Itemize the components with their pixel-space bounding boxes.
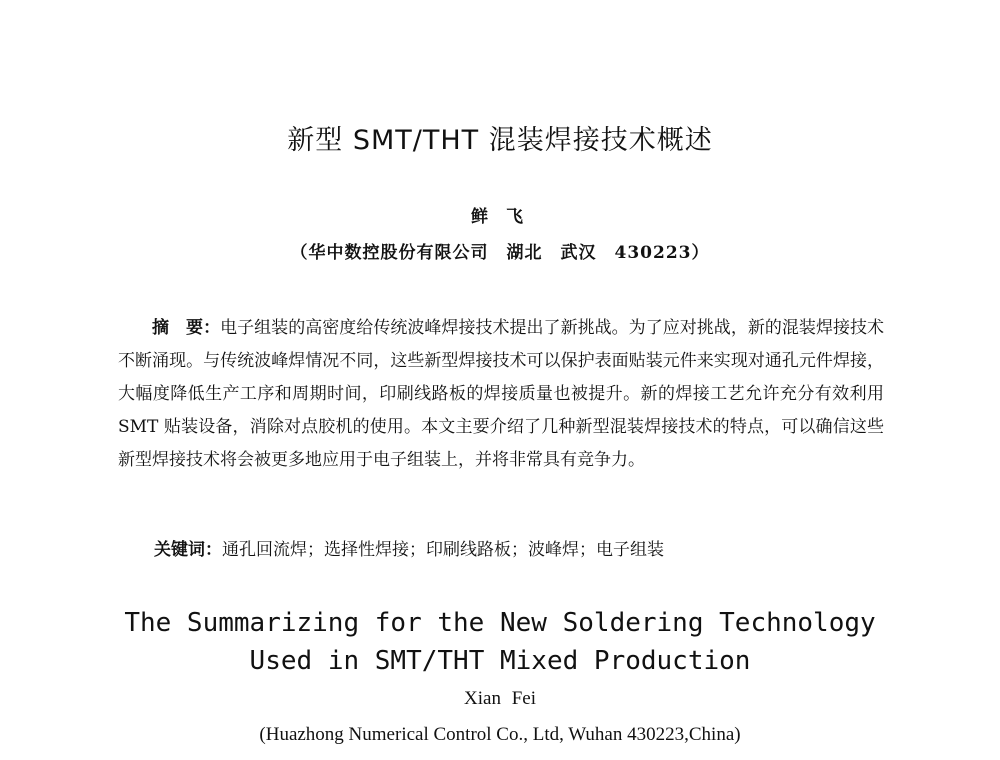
- english-title-line-1: The Summarizing for the New Soldering Technology: [124, 608, 876, 638]
- keywords-text: 通孔回流焊；选择性焊接；印刷线路板；波峰焊；电子组装: [222, 540, 664, 560]
- chinese-author: 鲜 飞: [471, 207, 529, 227]
- keywords-line: [154, 536, 884, 564]
- english-affiliation: (Huazhong Numerical Control Co., Ltd, Wuhan 430223,China): [259, 724, 741, 745]
- english-title: [0, 604, 1000, 680]
- abstract-text: 电子组装的高密度给传统波峰焊接技术提出了新挑战。为了应对挑战，新的混装焊接技术不断涌现。与传统波峰焊情况不同，这些新型焊接技术可以保护表面贴装元件来实现对通孔元件焊接，大幅度降低生产工序和周期时间，印刷线路板的焊接质量也被提升。新的焊接工艺允许充分有效利用 SMT 贴装设备，消除对点胶机的使用。本文主要介绍了几种新型混装焊接技术的特点，可以确信这些新型焊接技术将会被更多地应用于电子组装上，并将非常具有竞争力。: [118, 318, 885, 470]
- abstract-paragraph: [118, 312, 884, 477]
- chinese-affiliation: （华中数控股份有限公司 湖北 武汉 430223）: [290, 243, 710, 263]
- keywords-label: 关键词：: [154, 540, 222, 560]
- abstract-label: 摘 要：: [152, 318, 221, 338]
- english-author: Xian Fei: [464, 688, 536, 709]
- english-title-line-2: Used in SMT/THT Mixed Production: [249, 646, 751, 676]
- chinese-title: 新型 SMT/THT 混装焊接技术概述: [287, 125, 713, 156]
